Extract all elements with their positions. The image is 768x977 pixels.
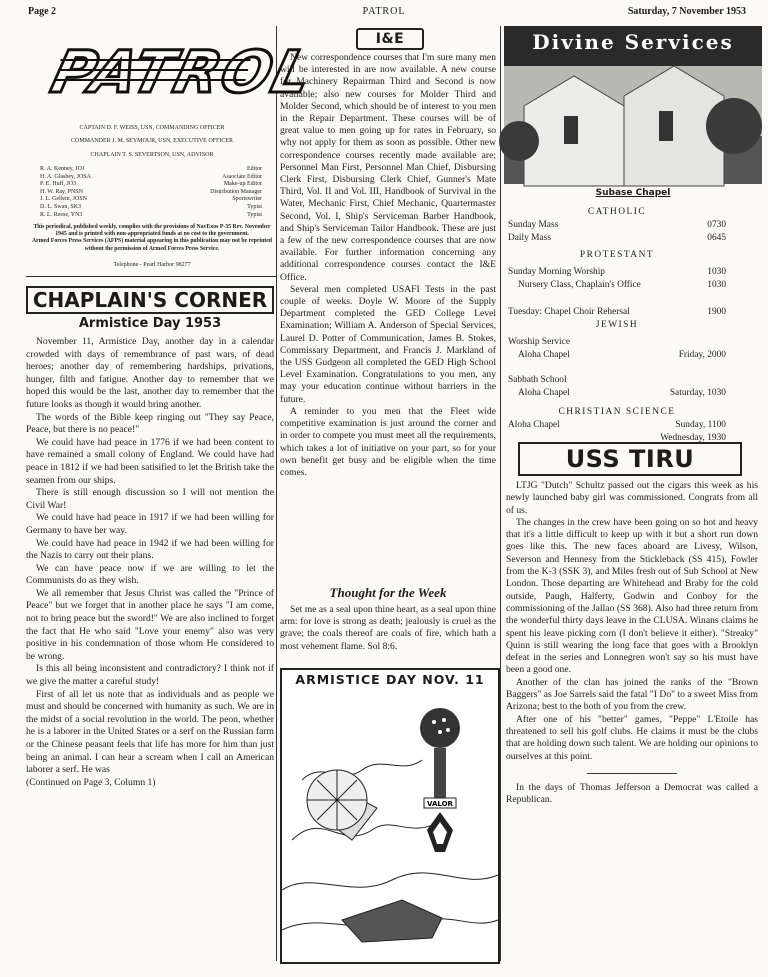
paragraph: The words of the Bible keep ringing out "They say Peace, Peace, but there is no peace!": [26, 411, 274, 436]
staff-row: P. E. Huff, JO3 Make-up Editor: [40, 181, 262, 188]
uss-tiru-banner: USS TIRU: [518, 442, 742, 476]
staff-list: [40, 166, 262, 219]
service-row: Aloha Chapel Sunday, 1100: [508, 420, 726, 430]
photo-caption: Subase Chapel: [595, 188, 671, 198]
paragraph: LTJG "Dutch" Schultz passed out the cigars this week as his newly launched baby girl was commissioned. Congrats from all of us.: [506, 480, 758, 516]
executive-officer: COMMANDER J. M. SEYMOUR, USN, EXECUTIVE OFFICER: [70, 138, 233, 145]
column-rule: [276, 26, 277, 961]
tiru-article: [506, 480, 758, 806]
officers: [30, 124, 274, 159]
chapel-photo: [504, 26, 762, 184]
service-row: Aloha Chapel Saturday, 1030: [518, 388, 726, 398]
service-row: Sunday Mass 0730: [508, 220, 726, 230]
service-time: Wednesday, 1930: [660, 433, 726, 443]
page-number: Page 2: [28, 6, 57, 17]
paragraph: After one of his "better" games, "Peppe" L'Etoile has threatened to sell his golf clubs. He claims it must be the clubs that are holding down such talent. We are holding our opinions to ourselves at this point.: [506, 713, 758, 762]
christian-science-heading: CHRISTIAN SCIENCE: [558, 407, 676, 417]
service-label: Worship Service: [508, 337, 570, 347]
ie-article: [280, 52, 496, 479]
staff-row: H. W. Ray, PNSN Distribution Manager: [40, 188, 262, 195]
chaplain-advisor: CHAPLAIN T. S. SEVERTSON, USN, ADVISOR: [90, 151, 214, 158]
paragraph: First of all let us note that as individuals and as people we must and should be concerned with humanity as such. We are in the midst of a social revolution in the world. The peon, whether he is a laborer in the United States or a serf on the Russian farm or the Chinese peasant feels that life has more for him than just being an animal. I can hear a scream when I call an American laborer a serf. He was: [26, 688, 274, 776]
paragraph: There is still enough discussion so I will not mention the Civil War!: [26, 487, 274, 511]
divine-services-banner: Divine Services: [532, 30, 734, 54]
paragraph: We could have had peace in 1942 if we had been willing for the Nazis to carry out their plans.: [26, 537, 274, 562]
paragraph: The changes in the crew have been going on so hot and heavy that it's a little difficult to keep up with it but a short run down goes like this. The new faces aboard are Livesy, Wilson, Severson and Hennesy from the Stickleback (SS 415), Fowler from the K-3 (SSK 3), and Miles fresh out of Sub School at New London. Those departing are Whitehead and Braby for the cold outside, Paugh, Halferty, Godwin and Conboy for the commissioning of the Jallao (SS 368). Also had three return from the wonderful thirty days leave in the CLUSA. Winans claims he spent his leave picking corn (I don't believe it either). "Streaky" Quinn is still wearing the long face that goes with a Brooklyn defeat in the series and Lonnegren won't say so his must have been a good one.: [506, 516, 758, 676]
continued-note: (Continued on Page 3, Column 1): [26, 776, 156, 788]
armistice-illustration: [280, 668, 500, 964]
paragraph: We can have peace now if we are willing to let the Communists do as they wish.: [26, 562, 274, 587]
thought-text: Set me as a seal upon thine heart, as a seal upon thine arm: for love is strong as death; jealously is cruel as the grave; the coals thereof are coals of fire, which hath a most vehement flame. Sol 8:6.: [280, 604, 496, 652]
running-head: PATROL: [362, 6, 406, 17]
svg-text:VALOR: VALOR: [427, 800, 453, 808]
telephone: Telephone - Pearl Harbor 98277: [113, 262, 191, 268]
armistice-title: ARMISTICE DAY NOV. 11: [295, 672, 485, 687]
paragraph: Is this all being inconsistent and contradictory? I think not if we give the matter a careful study!: [26, 663, 274, 688]
staff-row: R. L. Reese, YN3 Typist: [40, 211, 262, 218]
staff-row: R. A. Kenney, JO1 Editor: [40, 166, 262, 172]
staff-row: H. A. Glasbey, JOSA Associate Editor: [40, 173, 262, 180]
thought-title: Thought for the Week: [329, 585, 447, 600]
service-row: Daily Mass 0645: [508, 233, 726, 243]
ie-banner: I&E: [356, 28, 424, 50]
column-rule: [500, 26, 501, 961]
paragraph: We could have had peace in 1776 if we had been content to have remained a small colony of England. We could have had peace in 1812 if we had been satisified to let the British take the seamen from our ships.: [26, 436, 274, 486]
staff-row: D. L. Swan, SK3 Typist: [40, 203, 262, 210]
article-title: Armistice Day 1953: [78, 316, 222, 331]
paragraph: Another of the clan has joined the ranks of the "Brown Baggers" as Joe Sarrels said the fatal "I Do" to a sweet Miss from Arizona; best to the both of you from the crew.: [506, 676, 758, 713]
catholic-heading: CATHOLIC: [587, 207, 647, 217]
svg-text:PATROL: PATROL: [45, 37, 321, 106]
publication-notice: This periodical, published weekly, complies with the provisions of NavExos P-35 Rev. November 1945 and is printed with non-appropriated funds at no cost to the government. Armed Forces Press Services (AFPS) material appearing in this publication may not be reprinted without the permission of Armed Forces Press Service.: [31, 224, 273, 252]
jewish-heading: JEWISH: [595, 320, 639, 330]
service-schedule: [508, 206, 726, 445]
masthead-logo: [28, 30, 321, 112]
divider: [587, 773, 677, 774]
issue-date: Saturday, 7 November 1953: [627, 6, 746, 17]
service-row: Aloha Chapel Friday, 2000: [518, 350, 726, 360]
paragraph: A reminder to you men that the Fleet wide competitive examination is just around the corner and in order to compete you must meet all the requirements, which takes a lot of initiative on your part, so for your own benefit get busy and be eligible when the time comes.: [280, 405, 496, 478]
service-label: Sabbath School: [508, 375, 567, 385]
protestant-heading: PROTESTANT: [579, 250, 655, 260]
chaplain-article: [26, 336, 274, 789]
divider: [26, 276, 276, 277]
paragraph: We could have had peace in 1917 if we had been willing for Germany to have her way.: [26, 512, 274, 536]
paragraph: November 11, Armistice Day, another day in a calendar crowded with days of remembrance of past wars, of dead heroes; another day of remembering hardships, privations, hunger, filth and fatigue. Another day to remember that we hoped this would be the last, another day to remember that the future looks as though it would bring another.: [26, 336, 274, 410]
chaplains-corner-banner: CHAPLAIN'S CORNER: [26, 286, 274, 314]
filler-quote: In the days of Thomas Jefferson a Democrat was called a Republican.: [506, 781, 758, 806]
service-row: Nursery Class, Chaplain's Office 1030: [518, 280, 726, 290]
paragraph: Several men completed USAFI Tests in the past couple of weeks. Doyle W. Moore of the Supply Department completed the GED College Level Examination; William A. Anderson of Special Services, Laurel D. Potter of Communication, James B. Stokes, Commissary Department, and Francis J. Markland of the USS Gudgeon all completed the GED High School Level Examination. Congratulations to you men, any may your education continue without barriers in the future.: [280, 283, 496, 405]
service-row: Tuesday: Chapel Choir Rehersal 1900: [508, 307, 726, 317]
staff-row: J. L. Gellein, JOSN Sportswriter: [40, 196, 262, 203]
medal-icon: [420, 708, 460, 852]
service-row: Sunday Morning Worship 1030: [508, 267, 726, 277]
commanding-officer: CAPTAIN D. F. WEISS, USN, COMMANDING OFFICER: [79, 125, 225, 131]
paragraph: We all remember that Jesus Christ was called the "Prince of Peace" but we forget that in another place he says "I am come, not to bring peace but the sword!" We are also inclined to forget the fact that He who said "Love your enemy" also was very positive in his condemnation of those whom He considered to be wrong.: [26, 587, 274, 662]
paragraph: New correspondence courses that I'm sure many men will be interested in are now available. A new course for Machinery Repairman Third and Second is now available; also new courses for Molder Third and Molder Second, which should be of interest to you men in the Repair Department. These courses will be of great value to men going up for rates in February, so why not apply for them as soon as possible. Other new correspondence courses recently made available are; Personnel Man First, Personnel Man Chief, Disbursing Clerk First, Disbursing Clerk Chief, Gunner's Mate Third, Vol. II and Vol. III, Handbook of Survival in the Water, Mechanic First, Chief Mechanic, Quartermaster Second, Vol. I, Ship's Serviceman Barber Handbook, and Ship's Serviceman Tailor Handbook. These are just a few of the new correspondence courses that are now available. For further information concerning any additional correspondence courses contact the I&E Office.: [280, 52, 496, 283]
